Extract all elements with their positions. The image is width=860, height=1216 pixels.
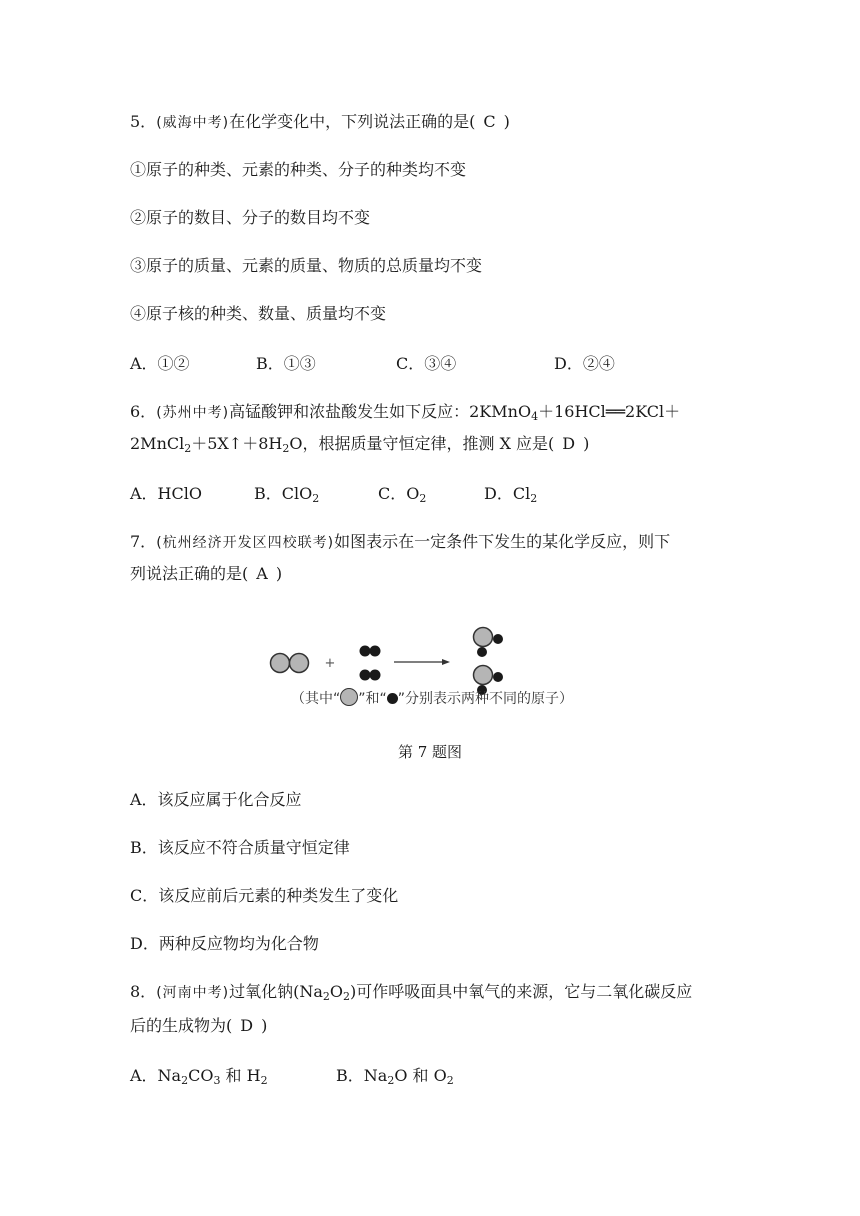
big-atom-icon <box>340 688 358 706</box>
q5-option-c: C．③④ <box>396 354 457 373</box>
small-atom <box>493 634 503 644</box>
q7-option-b: B．该反应不符合质量守恒定律 <box>130 838 350 857</box>
plus-sign: + <box>324 656 336 671</box>
q8-source: (河南中考) <box>156 985 230 1001</box>
q7-option-d: D．两种反应物均为化合物 <box>130 934 319 953</box>
small-atom <box>360 646 371 657</box>
q8-option-a: A．$Na_2CO_3$ 和 $H_2$ <box>130 1066 268 1087</box>
q6-option-c: C．$O_2$ <box>378 484 427 505</box>
q6-answer: D <box>562 434 576 453</box>
q6-options <box>130 484 730 504</box>
q7-option-c: C．该反应前后元素的种类发生了变化 <box>130 886 399 905</box>
big-atom <box>290 654 309 673</box>
q6-stem-line2: $2MnCl_2+5X↑+8H_2O$，根据质量守恒定律，推测 X 应是( D ) <box>130 434 590 455</box>
q5-stem: 5．(威海中考)在化学变化中，下列说法正确的是( C ) <box>130 112 510 131</box>
figure-legend: （其中“ ”和“ ”分别表示两种不同的原子） <box>262 688 602 710</box>
big-atom <box>271 654 290 673</box>
small-atom <box>493 672 503 682</box>
q5-statement: ②原子的数目、分子的数目均不变 <box>130 208 371 227</box>
q6-option-a: A．HClO <box>130 484 202 503</box>
q5-source: (威海中考) <box>156 115 230 131</box>
big-atom <box>474 628 493 647</box>
q8-stem-line1: 8．(河南中考)过氧化钠$(Na_2O_2)$可作呼吸面具中氧气的来源，它与二氧化碳反应 <box>130 982 693 1003</box>
q5-option-b: B．①③ <box>256 354 316 373</box>
small-atom <box>477 647 487 657</box>
q7-answer: A <box>256 564 268 583</box>
q7-stem-line2: 列说法正确的是( A ) <box>130 564 283 583</box>
q6-option-d: D．$Cl_2$ <box>484 484 538 505</box>
q5-options <box>130 354 730 374</box>
small-atom <box>370 646 381 657</box>
q5-option-a: A．①② <box>130 354 190 373</box>
q7-stem-line1: 7．(杭州经济开发区四校联考)如图表示在一定条件下发生的某化学反应，则下 <box>130 532 671 551</box>
q6-option-b: B．ClO$_2$ <box>254 484 320 505</box>
q6-stem-line1: 6．(苏州中考)高锰酸钾和浓盐酸发生如下反应：2KMnO$_4$＋16HCl══2KCl＋ <box>130 402 681 423</box>
q8-stem-line2: 后的生成物为( D ) <box>130 1016 268 1035</box>
q5-statement: ③原子的质量、元素的质量、物质的总质量均不变 <box>130 256 483 275</box>
small-atom <box>370 670 381 681</box>
q5-statement: ④原子核的种类、数量、质量均不变 <box>130 304 387 323</box>
big-atom <box>474 666 493 685</box>
q5-statement: ①原子的种类、元素的种类、分子的种类均不变 <box>130 160 467 179</box>
small-atom <box>360 670 371 681</box>
q7-source: (杭州经济开发区四校联考) <box>156 535 335 551</box>
q5-option-d: D．②④ <box>554 354 615 373</box>
q8-option-b: B．$Na_2O$ 和 $O_2$ <box>336 1066 454 1087</box>
arrow-head <box>442 659 450 665</box>
q5-answer: C <box>483 112 496 131</box>
q6-source: (苏州中考) <box>156 405 230 421</box>
small-atom-icon <box>387 693 398 704</box>
q8-options <box>130 1066 730 1086</box>
figure-caption: 第 7 题图 <box>397 743 463 761</box>
q7-option-a: A．该反应属于化合反应 <box>130 790 302 809</box>
q8-answer: D <box>240 1016 254 1035</box>
